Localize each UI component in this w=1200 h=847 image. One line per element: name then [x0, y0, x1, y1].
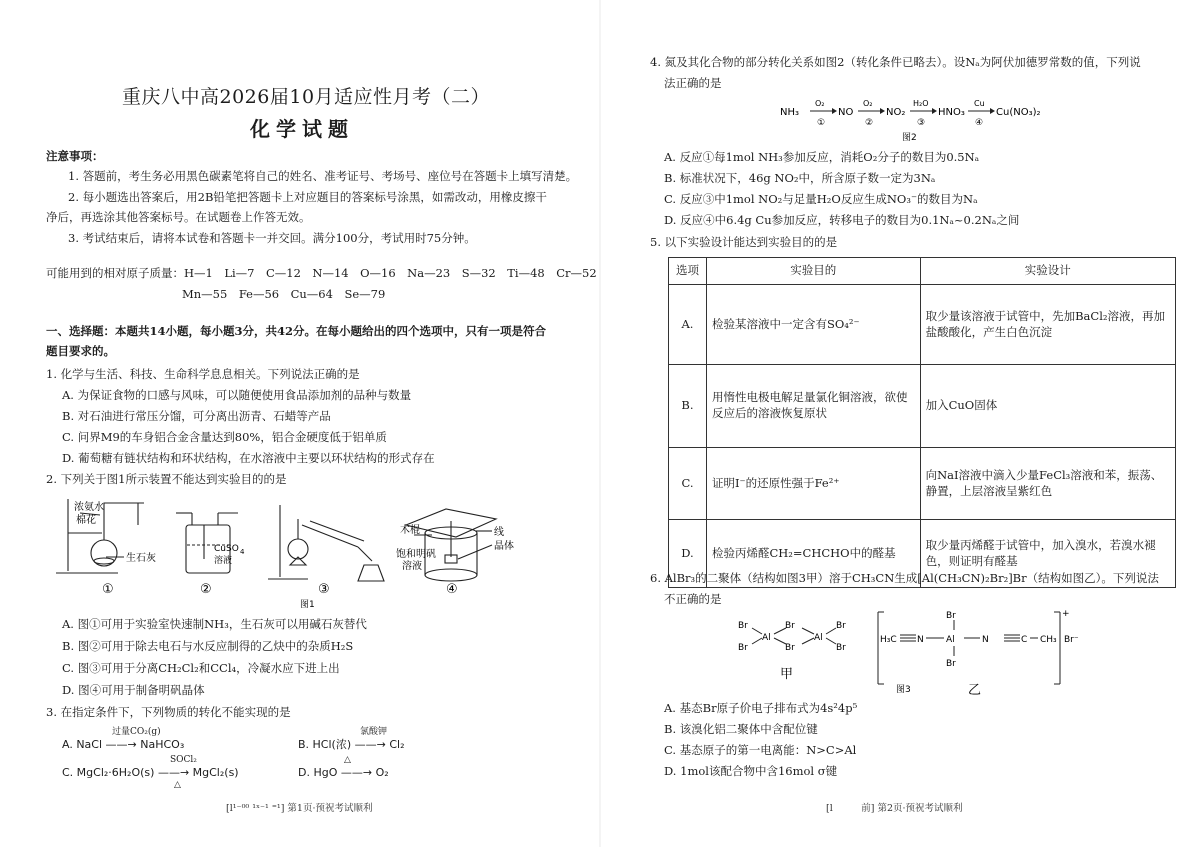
complex-ch3: CH₃: [1040, 635, 1057, 645]
q3-c-condition: SOCl₂: [170, 755, 197, 765]
q1-stem: 1. 化学与生活、科技、生命科学息息相关。下列说法正确的是: [46, 367, 360, 381]
q2-option-d: D. 图④可用于制备明矾晶体: [62, 683, 205, 697]
row-b-design: 加入CuO固体: [920, 365, 1175, 448]
q4-option-a: A. 反应①每1mol NH₃参加反应，消耗O₂分子的数目为0.5Nₐ: [664, 150, 980, 164]
dimer-br-bridge-1: Br: [785, 621, 795, 631]
step-1: ①: [817, 118, 826, 128]
cond-o2-2: O₂: [863, 99, 873, 108]
fig-number-4: ④: [446, 582, 458, 597]
row-c-design: 向NaI溶液中滴入少量FeCl₃溶液和苯，振荡、静置，上层溶液呈紫红色: [920, 448, 1175, 520]
section-heading-cont: 题目要求的。: [46, 344, 115, 358]
figure-2-caption: 图2: [902, 133, 917, 143]
q5-experiment-table: [668, 257, 1176, 588]
row-b-purpose: 用惰性电极电解足量氯化铜溶液，欲使反应后的溶液恢复原状: [706, 365, 920, 448]
label-alum: 饱和明矾: [396, 549, 436, 560]
atomic-masses-2: Mn—55 Fe—56 Cu—64 Se—79: [182, 287, 386, 301]
row-a-design: 取少量该溶液于试管中，先加BaCl₂溶液，再加盐酸酸化，产生白色沉淀: [920, 285, 1175, 365]
row-a-option: A.: [669, 285, 707, 365]
q3-b-condition: 氯酸钾: [360, 727, 388, 737]
row-d-design: 取少量丙烯醛于试管中，加入溴水，若溴水褪色，则证明有醛基: [920, 520, 1175, 588]
notice-item-3: 3. 考试结束后，请将本试卷和答题卡一并交回。满分100分，考试用时75分钟。: [68, 231, 476, 245]
row-a-purpose: 检验某溶液中一定含有SO₄²⁻: [706, 285, 920, 365]
header-design: 实验设计: [920, 258, 1175, 285]
q3-d-condition: △: [344, 755, 351, 765]
label-cuso4-sub: 4: [240, 548, 245, 556]
row-b-option: B.: [669, 365, 707, 448]
figure-1-apparatus: [46, 495, 556, 610]
q4-stem: 4. 氮及其化合物的部分转化关系如图2（转化条件已略去）。设Nₐ为阿伏加德罗常数的值，下列说: [650, 55, 1141, 69]
q1-option-d: D. 葡萄糖有链状结构和环状结构，在水溶液中主要以环状结构的形式存在: [62, 451, 435, 465]
complex-al: Al: [946, 635, 955, 645]
q3-stem: 3. 在指定条件下，下列物质的转化不能实现的是: [46, 705, 291, 719]
complex-h3c: H₃C: [880, 635, 897, 645]
step-2: ②: [865, 118, 874, 128]
label-cotton: 棉花: [76, 515, 96, 526]
figure-3-alumbromide-structures: [730, 608, 1130, 698]
dimer-br-1: Br: [738, 621, 748, 631]
label-quicklime: 生石灰: [126, 553, 156, 564]
q2-option-b: B. 图②可用于除去电石与水反应制得的乙炔中的杂质H₂S: [62, 639, 354, 653]
notice-item-2-cont: 净后，再选涂其他答案标号。在试题卷上作答无效。: [46, 210, 311, 224]
dimer-br-3: Br: [836, 621, 846, 631]
subject-title: 化学试题: [250, 117, 354, 141]
species-nh3: NH₃: [780, 107, 800, 118]
complex-c: C: [1021, 635, 1028, 645]
header-purpose: 实验目的: [706, 258, 920, 285]
page-2-footer: [l 前] 第2页·预祝考试顺利: [826, 803, 963, 814]
label-cuso4: CuSO: [214, 544, 239, 554]
label-yi: 乙: [968, 683, 982, 698]
figure-2-nitrogen-chain: [780, 95, 1040, 143]
complex-counter-br: Br⁻: [1064, 635, 1079, 645]
cond-h2o: H₂O: [913, 99, 929, 108]
step-3: ③: [917, 118, 926, 128]
q4-stem-cont: 法正确的是: [664, 76, 722, 90]
q4-option-d: D. 反应④中6.4g Cu参加反应，转移电子的数目为0.1Nₐ~0.2Nₐ之间: [664, 213, 1020, 227]
fig-number-3: ③: [318, 582, 330, 597]
notice-item-2: 2. 每小题选出答案后，用2B铅笔把答题卡上对应题目的答案标号涂黑，如需改动，用橡皮擦干: [68, 190, 547, 204]
q6-option-d: D. 1mol该配合物中含16mol σ键: [664, 764, 838, 778]
header-option: 选项: [669, 258, 707, 285]
atomic-masses-1: 可能用到的相对原子质量：H—1 Li—7 C—12 N—14 O—16 Na—23 S—32 Ti—48 Cr—52: [46, 266, 597, 280]
complex-br-top: Br: [946, 611, 956, 621]
figure-3-caption: 图3: [896, 685, 911, 695]
row-c-option: C.: [669, 448, 707, 520]
dimer-al-2: Al: [814, 633, 823, 643]
row-c-purpose: 证明I⁻的还原性强于Fe²⁺: [706, 448, 920, 520]
fig-number-1: ①: [102, 582, 114, 597]
label-thread: 线: [494, 527, 504, 538]
q6-stem: 6. AlBr₃的二聚体（结构如图3甲）溶于CH₃CN生成[Al(CH₃CN)₂Br₂]Br（结构如图乙）。下列说法: [650, 571, 1159, 585]
page-1-footer: [l¹⁻⁰⁰ ¹ˣ⁻¹ ⁼¹] 第1页·预祝考试顺利: [226, 803, 373, 814]
q1-option-c: C. 问界M9的车身铝合金含量达到80%，铝合金硬度低于铝单质: [62, 430, 387, 444]
q4-option-b: B. 标准状况下，46g NO₂中，所含原子数一定为3Nₐ: [664, 171, 936, 185]
cond-cu: Cu: [974, 99, 985, 108]
label-crystal: 晶体: [494, 541, 514, 552]
label-ammonia: 浓氨水: [74, 502, 104, 513]
notice-item-1: 1. 答题前，考生务必用黑色碳素笔将自己的姓名、准考证号、考场号、座位号在答题卡上填写清楚。: [68, 169, 578, 183]
q3-a-condition: 过量CO₂(g): [112, 727, 161, 737]
cond-o2-1: O₂: [815, 99, 825, 108]
figure-1-caption: 图1: [300, 600, 315, 610]
row-d-purpose: 检验丙烯醛CH₂=CHCHO中的醛基: [706, 520, 920, 588]
table-row: [669, 448, 1176, 520]
q6-stem-cont: 不正确的是: [664, 592, 722, 606]
step-4: ④: [975, 118, 984, 128]
q5-stem: 5. 以下实验设计能达到实验目的的是: [650, 235, 838, 249]
q1-option-b: B. 对石油进行常压分馏，可分离出沥青、石蜡等产品: [62, 409, 331, 423]
notice-heading: 注意事项：: [46, 149, 104, 163]
table-row: [669, 365, 1176, 448]
q3-c-condition-heat: △: [174, 780, 181, 790]
complex-charge-plus: +: [1062, 609, 1070, 619]
exam-title: 重庆八中高2026届10月适应性月考（二）: [122, 86, 491, 108]
fig-number-2: ②: [200, 582, 212, 597]
q3-option-c: C. MgCl₂·6H₂O(s) ——→ MgCl₂(s): [62, 766, 239, 779]
q3-option-a: A. NaCl ——→ NaHCO₃: [62, 738, 185, 751]
dimer-br-bridge-2: Br: [785, 643, 795, 653]
q4-option-c: C. 反应③中1mol NO₂与足量H₂O反应生成NO₃⁻的数目为Nₐ: [664, 192, 978, 206]
species-cu-no3-2: Cu(NO₃)₂: [996, 107, 1040, 118]
dimer-br-4: Br: [836, 643, 846, 653]
complex-n-right: N: [982, 635, 989, 645]
q6-option-a: A. 基态Br原子价电子排布式为4s²4p⁵: [664, 701, 858, 715]
label-stick: 木棍: [400, 525, 420, 536]
q2-stem: 2. 下列关于图1所示装置不能达到实验目的的是: [46, 472, 287, 486]
species-no2: NO₂: [886, 107, 906, 118]
q2-option-c: C. 图③可用于分离CH₂Cl₂和CCl₄，冷凝水应下进上出: [62, 661, 340, 675]
dimer-br-2: Br: [738, 643, 748, 653]
species-no: NO: [838, 107, 854, 118]
complex-br-bottom: Br: [946, 659, 956, 669]
complex-n-left: N: [917, 635, 924, 645]
label-alum-solution: 溶液: [402, 561, 422, 572]
row-d-option: D.: [669, 520, 707, 588]
q6-option-b: B. 该溴化铝二聚体中含配位键: [664, 722, 818, 736]
section-heading: 一、选择题：本题共14小题，每小题3分，共42分。在每小题给出的四个选项中，只有一项是符合: [46, 324, 547, 338]
exam-page-2: [600, 0, 1200, 847]
q2-option-a: A. 图①可用于实验室快速制NH₃，生石灰可以用碱石灰替代: [62, 617, 367, 631]
q6-option-c: C. 基态原子的第一电离能：N>C>Al: [664, 743, 857, 757]
q1-option-a: A. 为保证食物的口感与风味，可以随便使用食品添加剂的品种与数量: [62, 388, 412, 402]
table-header-row: [669, 258, 1176, 285]
species-hno3: HNO₃: [938, 107, 965, 118]
q3-option-b: B. HCl(浓) ——→ Cl₂: [298, 738, 405, 751]
label-jia: 甲: [780, 667, 794, 682]
label-solution: 溶液: [214, 556, 233, 566]
dimer-al-1: Al: [762, 633, 771, 643]
q3-option-d: D. HgO ——→ O₂: [298, 766, 389, 779]
table-row: [669, 285, 1176, 365]
